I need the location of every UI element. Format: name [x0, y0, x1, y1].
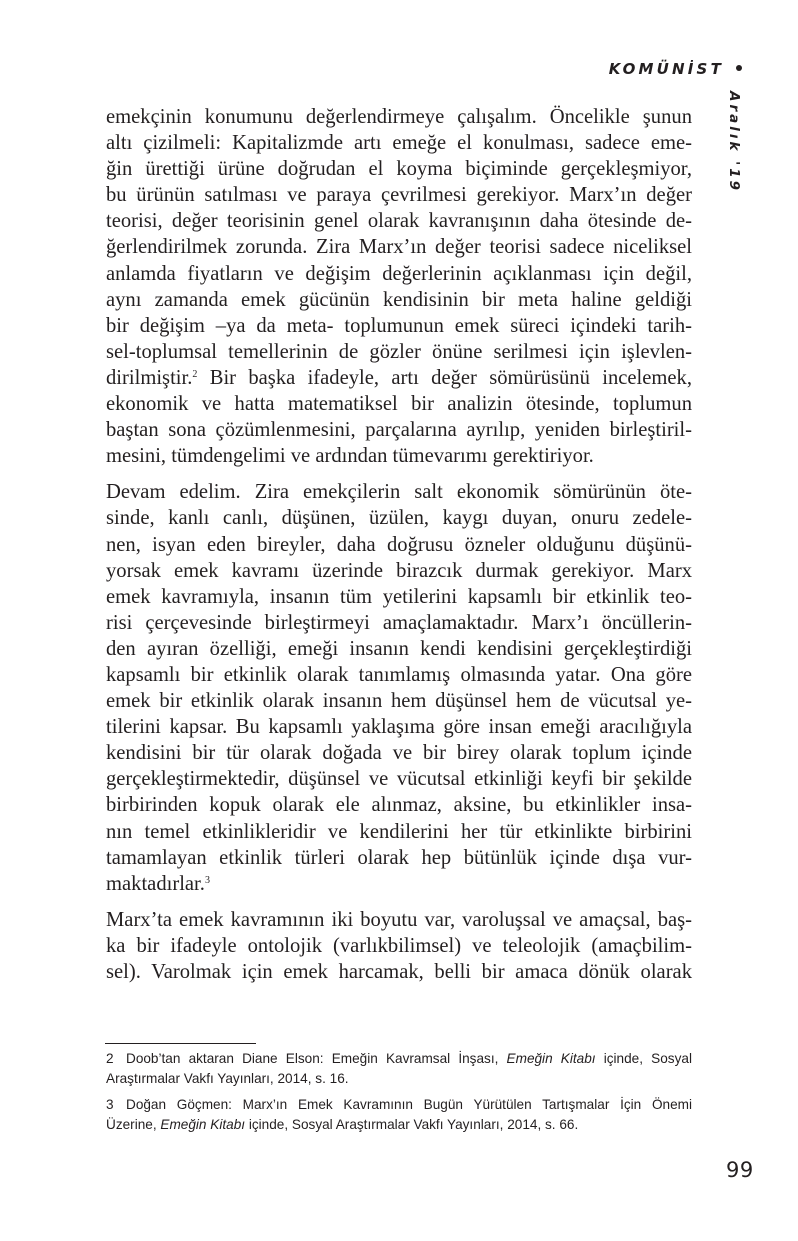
text-line: den ayıran özelliği, emeği insanın kendi kendisini gerçekleştirdiği [106, 637, 692, 660]
footnote-ref-2[interactable]: 2 [192, 368, 198, 380]
footnote-separator [105, 1043, 256, 1044]
footnote-2 [106, 1049, 692, 1089]
text-line: kendisini bir tür olarak doğada ve bir birey olarak toplum içinde [106, 742, 692, 765]
footnote-ref-3[interactable]: 3 [204, 874, 210, 886]
text-line: gerçekleştirmektedir, düşünsel ve vücutsal etkinliği keyfi bir şekilde [106, 768, 692, 791]
text-line: emek kavramıyla, insanın tüm yetilerini kapsamlı bir etkinlik teo- [106, 585, 692, 608]
text-line: anlamda fiyatların ve değişim değerlerinin açıklanması için değil, [106, 262, 692, 285]
text-line: ğin ürettiği ürüne doğrudan el koyma biçiminde gerçekleşmiyor, [106, 158, 692, 181]
text-line: mesini, tümdengelimi ve ardından tümevarımı gerektiriyor. [106, 445, 594, 468]
text-line: bir değişim –ya da meta- toplumunun emek süreci içindeki tarih- [106, 314, 692, 337]
text-line: tamamlayan etkinlik türleri olarak hep bütünlük içinde dışa vur- [106, 846, 692, 869]
issue-date: Aralık '19 [726, 91, 742, 194]
body-text [106, 104, 692, 995]
text-line: baştan sona çözümlenmesini, parçalarına ayrılıp, yeniden birleştiril- [106, 419, 692, 442]
text-line: kapsamlı bir etkinlik olarak tanımlamış olmasında yatar. Ona göre [106, 663, 692, 686]
paragraph-1 [106, 104, 692, 469]
text-line: emek bir etkinlik olarak insanın hem düşünsel hem de vücutsal ye- [106, 690, 692, 713]
text-line: ka bir ifadeyle ontolojik (varlıkbilimsel) ve teleolojik (amaçbilim- [106, 934, 692, 957]
footnote-line: Üzerine, Emeğin Kitabı içinde, Sosyal Araştırmalar Vakfı Yayınları, 2014, s. 66. [106, 1117, 579, 1132]
text-line: sel-toplumsal temellerinin de gözler önüne serilmesi için işlevlen- [106, 340, 692, 363]
running-head [609, 60, 742, 78]
text-line: Devam edelim. Zira emekçilerin salt ekonomik sömürünün öte- [106, 481, 692, 504]
paragraph-2 [106, 479, 692, 897]
footnote-number: 3 [106, 1097, 114, 1112]
footnote-line: 3 Doğan Göçmen: Marx’ın Emek Kavramının Bugün Yürütülen Tartışmalar İçin Önemi [106, 1095, 692, 1115]
footnote-line: Araştırmalar Vakfı Yayınları, 2014, s. 16. [106, 1071, 349, 1086]
text-line: emekçinin konumunu değerlendirmeye çalışalım. Öncelikle şunun [106, 106, 692, 128]
text-line: bu ürünün satılması ve paraya çevrilmesi gerekiyor. Marx’ın değer [106, 184, 692, 207]
text-line: teorisi, değer teorisinin genel olarak kavranışının daha ötesinde de- [106, 210, 692, 233]
text-line: yorsak emek kavramı üzerinde birazcık durmak gerekiyor. Marx [106, 559, 692, 582]
text-line: sel). Varolmak için emek harcamak, belli bir amaca dönük olarak [106, 961, 692, 983]
text-line: nen, isyan eden bireyler, daha doğrusu özneler olduğunu düşünü- [106, 533, 692, 556]
footnote-number: 2 [106, 1051, 114, 1066]
footnote-line: 2 Doob’tan aktaran Diane Elson: Emeğin Kavramsal İnşası, Emeğin Kitabı içinde, Sosyal [106, 1049, 692, 1069]
text-line: nın temel etkinlikleridir ve kendilerini her tür etkinlikte birbirini [106, 820, 692, 843]
text-line: Marx’ta emek kavramının iki boyutu var, varoluşsal ve amaçsal, baş- [106, 908, 692, 931]
book-title: Emeğin Kitabı [506, 1051, 596, 1066]
publication-title: KOMÜNİST [608, 60, 724, 78]
text-line: sinde, kanlı canlı, düşünen, üzülen, kaygı duyan, onuru zedele- [106, 507, 692, 530]
text-line: tilerini kapsar. Bu kapsamlı yaklaşıma göre insan emeği aracılığıyla [106, 716, 692, 739]
text-line: aynı zamanda emek gücünün kendisinin bir meta haline geldiği [106, 288, 692, 311]
text-line: altı çizilmeli: Kapitalizmde artı emeğe el konulması, sadece eme- [106, 132, 692, 155]
footnote-3 [106, 1095, 692, 1135]
text-line: maktadırlar.$^3$ [106, 872, 210, 895]
text-line: ekonomik ve hatta matematiksel bir analizin ötesinde, toplumun [106, 393, 692, 416]
page-number: 99 [726, 1158, 754, 1182]
text-line: risi çerçevesinde birleştirmeyi amaçlamaktadır. Marx’ı öncüllerin- [106, 611, 692, 634]
text-line: birbirinden kopuk olarak ele alınmaz, aksine, bu etkinlikler insa- [106, 794, 692, 817]
text-line: ğerlendirilmek zorunda. Zira Marx’ın değer teorisi sadece niceliksel [106, 236, 692, 259]
footnotes [106, 1049, 692, 1141]
book-title: Emeğin Kitabı [160, 1117, 246, 1132]
bullet-dot-icon [736, 65, 742, 71]
paragraph-3 [106, 907, 692, 985]
text-line: dirilmiştir.$^2$ Bir başka ifadeyle, artı değer sömürüsünü incelemek, [106, 366, 692, 389]
